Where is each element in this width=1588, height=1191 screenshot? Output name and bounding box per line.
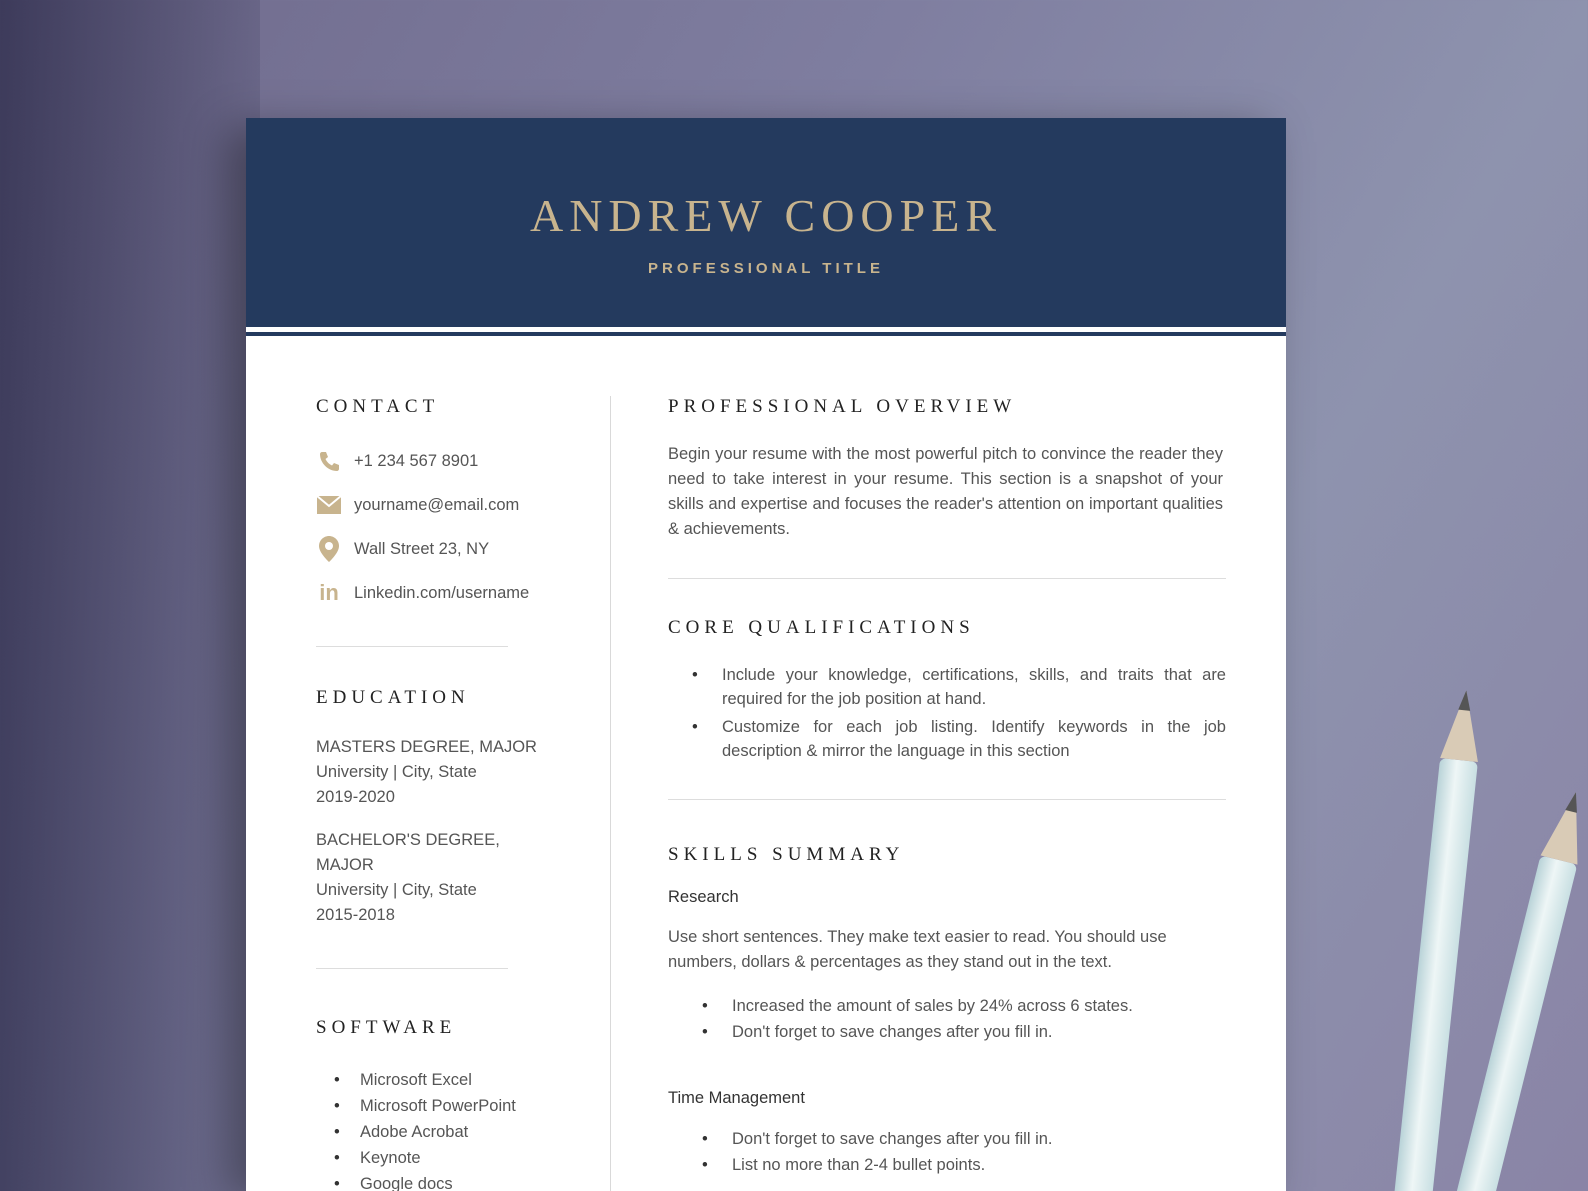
contact-address bbox=[316, 536, 576, 562]
qualifications-heading: CORE QUALIFICATIONS bbox=[668, 617, 975, 638]
list-item: • Microsoft PowerPoint bbox=[316, 1093, 576, 1119]
overview-text: Begin your resume with the most powerful pitch to convince the reader they need to take interest in your resume. This section is a snapshot of your skills and expertise and focuses the reader's attention on important qualities & achievements. bbox=[668, 445, 1223, 538]
degree-title: MASTERS DEGREE, MAJOR bbox=[316, 738, 537, 756]
resume-page bbox=[246, 118, 1286, 1191]
professional-title: PROFESSIONAL TITLE bbox=[648, 259, 884, 277]
list-item: • Include your knowledge, certifications, skills, and traits that are required for the job position at hand. bbox=[668, 663, 1226, 711]
resume-name: ANDREW COOPER bbox=[529, 189, 1002, 241]
right-column bbox=[668, 396, 1226, 1178]
education-heading: EDUCATION bbox=[316, 687, 470, 708]
overview-heading: PROFESSIONAL OVERVIEW bbox=[668, 396, 1017, 417]
research-list bbox=[668, 993, 1226, 1045]
list-item: • Don't forget to save changes after you fill in. bbox=[668, 1019, 1226, 1045]
degree-years: 2015-2018 bbox=[316, 906, 395, 924]
degree-school: University | City, State bbox=[316, 763, 477, 781]
phone-icon bbox=[316, 448, 342, 474]
contact-list bbox=[316, 448, 576, 606]
section-divider bbox=[668, 578, 1226, 579]
contact-heading: CONTACT bbox=[316, 396, 440, 417]
list-item: • Google docs bbox=[316, 1171, 576, 1191]
pencil-decoration bbox=[1382, 758, 1478, 1191]
phone-text: +1 234 567 8901 bbox=[354, 451, 479, 470]
list-item: • Don't forget to save changes after you fill in. bbox=[668, 1126, 1226, 1152]
list-item: • Customize for each job listing. Identify keywords in the job description & mirror the language in this section bbox=[668, 715, 1226, 763]
email-text: yourname@email.com bbox=[354, 495, 520, 514]
list-item: • Adobe Acrobat bbox=[316, 1119, 576, 1145]
software-list bbox=[316, 1067, 576, 1191]
research-subheading: Research bbox=[668, 888, 739, 906]
linkedin-text: Linkedin.com/username bbox=[354, 583, 530, 602]
address-text: Wall Street 23, NY bbox=[354, 539, 490, 558]
degree-title: BACHELOR'S DEGREE, MAJOR bbox=[316, 831, 500, 874]
contact-phone bbox=[316, 448, 576, 474]
section-divider bbox=[668, 799, 1226, 800]
column-divider bbox=[610, 396, 611, 1191]
mail-icon bbox=[316, 492, 342, 518]
skills-heading: SKILLS SUMMARY bbox=[668, 844, 905, 865]
section-divider bbox=[316, 646, 508, 647]
time-management-subheading: Time Management bbox=[668, 1089, 805, 1107]
education-item bbox=[316, 828, 576, 928]
list-item: • Microsoft Excel bbox=[316, 1067, 576, 1093]
degree-school: University | City, State bbox=[316, 881, 477, 899]
software-heading: SOFTWARE bbox=[316, 1017, 457, 1038]
resume-header bbox=[246, 118, 1286, 327]
location-pin-icon bbox=[316, 536, 342, 562]
degree-years: 2019-2020 bbox=[316, 788, 395, 806]
education-item bbox=[316, 735, 576, 810]
time-management-list bbox=[668, 1126, 1226, 1178]
left-column bbox=[316, 396, 576, 1191]
contact-linkedin bbox=[316, 580, 576, 606]
section-divider bbox=[316, 968, 508, 969]
contact-email bbox=[316, 492, 576, 518]
background-shadow bbox=[0, 0, 260, 1191]
qualifications-list bbox=[668, 663, 1226, 763]
list-item: • Keynote bbox=[316, 1145, 576, 1171]
list-item: • List no more than 2-4 bullet points. bbox=[668, 1152, 1226, 1178]
research-text: Use short sentences. They make text easier to read. You should use numbers, dollars & percentages as they stand out in the text. bbox=[668, 928, 1167, 971]
linkedin-icon: in bbox=[319, 580, 339, 605]
header-accent-line bbox=[246, 332, 1286, 336]
list-item: • Increased the amount of sales by 24% across 6 states. bbox=[668, 993, 1226, 1019]
